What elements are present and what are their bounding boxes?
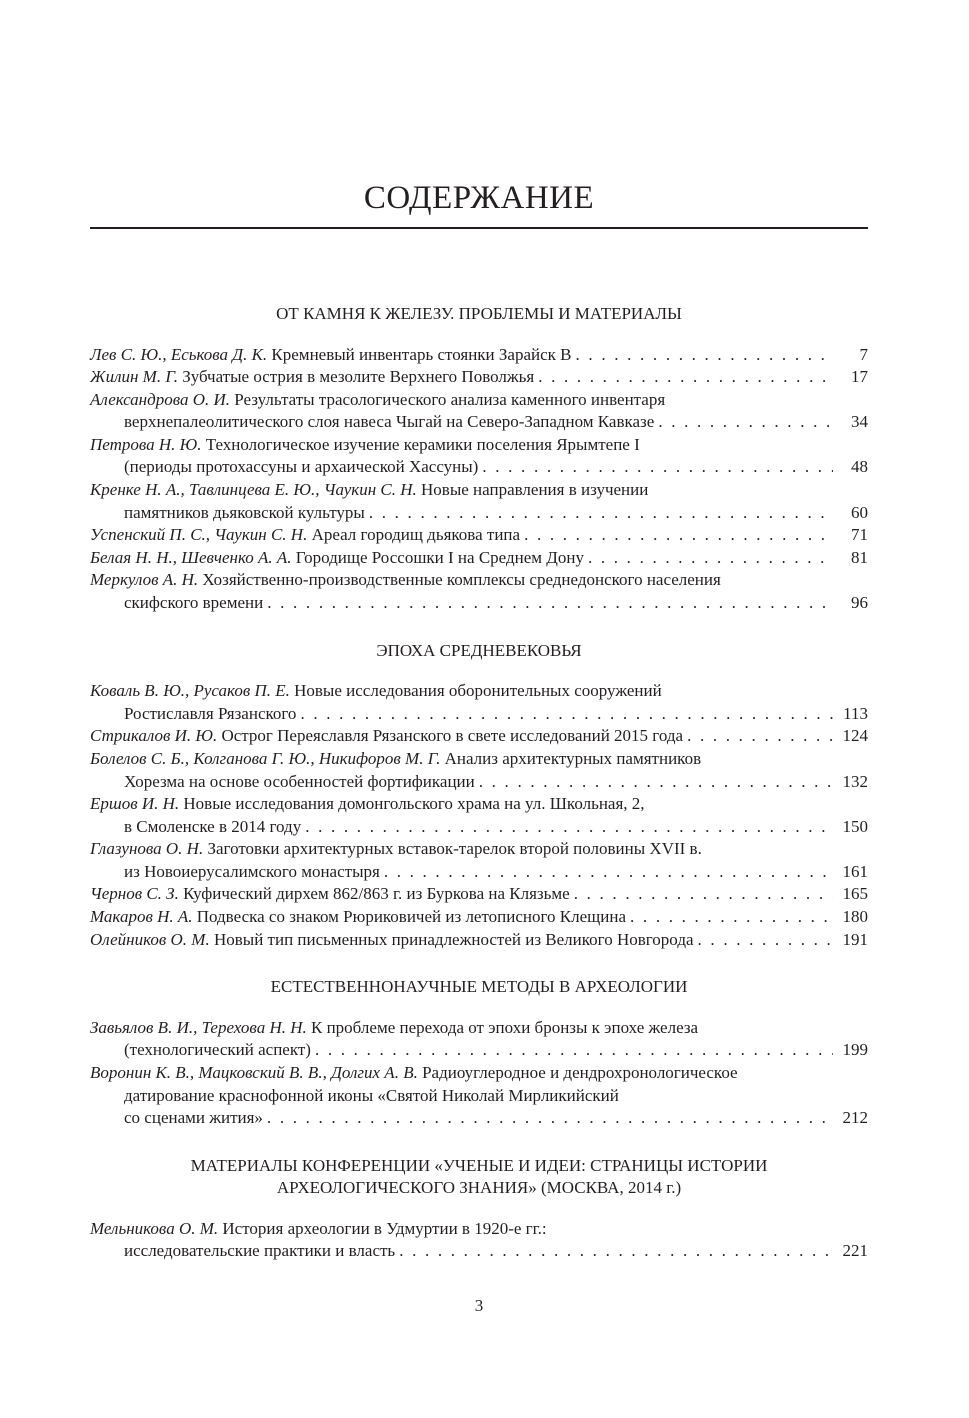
- entry-title-text: Новый тип письменных принадлежностей из Великого Новгорода: [213, 929, 694, 949]
- leader-dots: [315, 1039, 833, 1062]
- toc-entry-line: [90, 344, 868, 367]
- toc-entry-line: [90, 456, 868, 479]
- entry-title-text: История археологии в Удмуртии в 1920-е гг.:: [222, 1218, 547, 1238]
- section-heading-line: ЕСТЕСТВЕННОНАУЧНЫЕ МЕТОДЫ В АРХЕОЛОГИИ: [270, 977, 688, 997]
- toc-entry[interactable]: [90, 389, 868, 434]
- entry-page-number: 7: [859, 344, 868, 364]
- toc-entry[interactable]: [90, 569, 868, 614]
- toc-entry-line: [90, 793, 868, 816]
- entry-page-number: 34: [851, 412, 868, 432]
- leader-dots: [538, 366, 833, 389]
- entry-page-number: 199: [842, 1040, 868, 1060]
- leader-dots: [479, 771, 833, 794]
- toc-entry-line: [90, 883, 868, 906]
- entry-authors: Петрова Н. Ю.: [90, 434, 202, 454]
- entry-title-text: в Смоленске в 2014 году: [124, 816, 302, 836]
- leader-dots: [300, 703, 833, 726]
- entry-title-text: Хозяйственно-производственные комплексы среднедонского населения: [202, 570, 721, 590]
- toc-entry-line: [90, 816, 868, 839]
- entry-title-text: Радиоуглеродное и дендрохронологическое: [422, 1062, 738, 1082]
- toc-entry[interactable]: [90, 929, 868, 952]
- toc-entry-line: [90, 680, 868, 703]
- entry-page-number: 132: [842, 771, 868, 791]
- entry-authors: Белая Н. Н., Шевченко А. А.: [90, 547, 292, 567]
- entry-title-text: памятников дьяковской культуры: [124, 502, 365, 522]
- entry-title-text: датирование краснофонной иконы «Святой Николай Мирликийский: [124, 1085, 619, 1105]
- entry-authors: Стрикалов И. Ю.: [90, 726, 218, 746]
- toc-entry-line: [90, 861, 868, 884]
- toc-entry-line: [90, 1039, 868, 1062]
- entry-page-number: 150: [842, 816, 868, 836]
- entry-page-number: 71: [851, 525, 868, 545]
- toc-entry-line: [90, 547, 868, 570]
- entry-title-text: Острог Переяславля Рязанского в свете исследований 2015 года: [221, 726, 684, 746]
- entry-authors: Чернов С. З.: [90, 884, 179, 904]
- entry-title-text: Ростиславля Рязанского: [124, 703, 297, 723]
- entry-authors: Меркулов А. Н.: [90, 570, 199, 590]
- entry-title-text: из Новоиерусалимского монастыря: [124, 861, 380, 881]
- entry-title-text: Городище Россошки I на Среднем Дону: [295, 547, 584, 567]
- entry-page-number: 48: [851, 457, 868, 477]
- leader-dots: [369, 502, 833, 525]
- toc-entry-line: [90, 748, 868, 771]
- toc-entry-line: [90, 1062, 868, 1085]
- leader-dots: [658, 411, 833, 434]
- toc-entry-line: [90, 771, 868, 794]
- toc-entry-line: [90, 703, 868, 726]
- entry-authors: Ершов И. Н.: [90, 794, 180, 814]
- entry-title-text: (периоды протохассуны и архаической Хассуны): [124, 457, 479, 477]
- entry-authors: Глазунова О. Н.: [90, 839, 204, 859]
- section-heading: [90, 303, 868, 326]
- entry-page-number: 165: [842, 884, 868, 904]
- leader-dots: [267, 1107, 833, 1130]
- leader-dots: [630, 906, 833, 929]
- section-heading-line: ЭПОХА СРЕДНЕВЕКОВЬЯ: [376, 640, 582, 660]
- section-heading-line: МАТЕРИАЛЫ КОНФЕРЕНЦИИ «УЧЕНЫЕ И ИДЕИ: СТРАНИЦЫ ИСТОРИИ: [190, 1155, 768, 1175]
- entry-title-text: Новые направления в изучении: [421, 480, 649, 500]
- entry-title-text: со сценами жития»: [124, 1108, 263, 1128]
- entry-page-number: 113: [843, 703, 868, 723]
- entry-page-number: 191: [842, 929, 868, 949]
- section-heading: [90, 1155, 868, 1200]
- toc-entry-line: [90, 1107, 868, 1130]
- entry-authors: Успенский П. С., Чаукин С. Н.: [90, 525, 308, 545]
- entry-title-text: скифского времени: [124, 593, 264, 613]
- entry-page-number: 124: [842, 726, 868, 746]
- leader-dots: [687, 725, 833, 748]
- entry-title-text: Подвеска со знаком Рюриковичей из летописного Клещина: [196, 907, 627, 927]
- toc-entry[interactable]: [90, 479, 868, 524]
- page-title: СОДЕРЖАНИЕ: [363, 180, 595, 216]
- title-rule: [90, 227, 868, 229]
- entry-authors: Жилин М. Г.: [90, 367, 178, 387]
- entry-page-number: 81: [851, 547, 868, 567]
- leader-dots: [305, 816, 833, 839]
- entry-title-text: Кремневый инвентарь стоянки Зарайск В: [271, 344, 572, 364]
- entry-authors: Олейников О. М.: [90, 929, 210, 949]
- entry-title-text: Результаты трасологического анализа каменного инвентаря: [234, 389, 666, 409]
- entry-authors: Кренке Н. А., Тавлинцева Е. Ю., Чаукин С. Н.: [90, 480, 417, 500]
- page-number: 3: [474, 1296, 484, 1315]
- toc-entry-line: [90, 479, 868, 502]
- toc-entry-line: [90, 1085, 868, 1108]
- leader-dots: [698, 929, 833, 952]
- leader-dots: [524, 524, 833, 547]
- toc-entry-line: [90, 1240, 868, 1263]
- entry-title-text: Хорезма на основе особенностей фортификации: [124, 771, 475, 791]
- entry-title-text: Новые исследования домонгольского храма на ул. Школьная, 2,: [183, 794, 645, 814]
- entry-title-text: Ареал городищ дьякова типа: [311, 525, 521, 545]
- section-heading: [90, 640, 868, 663]
- entry-title-text: Технологическое изучение керамики поселения Ярымтепе I: [205, 434, 640, 454]
- entry-title-text: Заготовки архитектурных вставок-тарелок второй половины XVII в.: [207, 839, 702, 859]
- section-heading-line: АРХЕОЛОГИЧЕСКОГО ЗНАНИЯ» (МОСКВА, 2014 г.): [276, 1178, 682, 1198]
- toc-entry[interactable]: [90, 434, 868, 479]
- toc-entry[interactable]: [90, 366, 868, 389]
- toc-entry-line: [90, 929, 868, 952]
- entry-title-text: исследовательские практики и власть: [124, 1241, 396, 1261]
- toc-entry-line: [90, 569, 868, 592]
- toc-entry-line: [90, 524, 868, 547]
- entry-page-number: 180: [842, 907, 868, 927]
- table-of-contents: [90, 303, 868, 1263]
- entry-title-text: Зубчатые острия в мезолите Верхнего Поволжья: [182, 367, 535, 387]
- toc-entry-line: [90, 434, 868, 457]
- entry-title-text: (технологический аспект): [124, 1040, 311, 1060]
- toc-entry-line: [90, 411, 868, 434]
- leader-dots: [574, 883, 833, 906]
- toc-entry-line: [90, 366, 868, 389]
- entry-page-number: 17: [851, 367, 868, 387]
- entry-page-number: 212: [842, 1108, 868, 1128]
- toc-entry[interactable]: [90, 1218, 868, 1263]
- toc-entry[interactable]: [90, 524, 868, 547]
- toc-entry-line: [90, 838, 868, 861]
- toc-entry[interactable]: [90, 838, 868, 883]
- leader-dots: [576, 344, 833, 367]
- toc-entry-line: [90, 906, 868, 929]
- toc-entry[interactable]: [90, 748, 868, 793]
- toc-entry[interactable]: [90, 725, 868, 748]
- entry-authors: Воронин К. В., Мацковский В. В., Долгих А. В.: [90, 1062, 418, 1082]
- toc-entry[interactable]: [90, 547, 868, 570]
- entry-page-number: 221: [842, 1241, 868, 1261]
- toc-entry-line: [90, 592, 868, 615]
- entry-authors: Завьялов В. И., Терехова Н. Н.: [90, 1017, 307, 1037]
- section-heading: [90, 976, 868, 999]
- toc-entry[interactable]: [90, 680, 868, 725]
- entry-page-number: 96: [851, 593, 868, 613]
- toc-entry[interactable]: [90, 344, 868, 367]
- entry-title-text: верхнепалеолитического слоя навеса Чыгай на Северо-Западном Кавказе: [124, 412, 655, 432]
- entry-authors: Болелов С. Б., Колганова Г. Ю., Никифоров М. Г.: [90, 748, 441, 768]
- toc-entry[interactable]: [90, 1017, 868, 1062]
- entry-authors: Александрова О. И.: [90, 389, 231, 409]
- entry-authors: Коваль В. Ю., Русаков П. Е.: [90, 681, 290, 701]
- entry-title-text: Анализ архитектурных памятников: [444, 748, 702, 768]
- section-heading-line: ОТ КАМНЯ К ЖЕЛЕЗУ. ПРОБЛЕМЫ И МАТЕРИАЛЫ: [276, 304, 682, 323]
- toc-entry-line: [90, 1218, 868, 1241]
- toc-entry[interactable]: [90, 906, 868, 929]
- toc-entry-line: [90, 725, 868, 748]
- leader-dots: [482, 456, 833, 479]
- toc-entry-line: [90, 1017, 868, 1040]
- leader-dots: [588, 547, 833, 570]
- entry-authors: Макаров Н. А.: [90, 907, 193, 927]
- toc-entry-line: [90, 389, 868, 412]
- entry-authors: Лев С. Ю., Еськова Д. К.: [90, 344, 268, 364]
- toc-entry[interactable]: [90, 883, 868, 906]
- entry-title-text: Куфический дирхем 862/863 г. из Буркова на Клязьме: [183, 884, 570, 904]
- toc-entry[interactable]: [90, 793, 868, 838]
- entry-authors: Мельникова О. М.: [90, 1218, 219, 1238]
- toc-entry-line: [90, 502, 868, 525]
- leader-dots: [267, 592, 833, 615]
- toc-entry[interactable]: [90, 1062, 868, 1130]
- entry-page-number: 161: [842, 861, 868, 881]
- entry-title-text: К проблеме перехода от эпохи бронзы к эпохе железа: [311, 1017, 699, 1037]
- leader-dots: [384, 861, 833, 884]
- leader-dots: [399, 1240, 833, 1263]
- entry-page-number: 60: [851, 502, 868, 522]
- entry-title-text: Новые исследования оборонительных сооружений: [294, 681, 662, 701]
